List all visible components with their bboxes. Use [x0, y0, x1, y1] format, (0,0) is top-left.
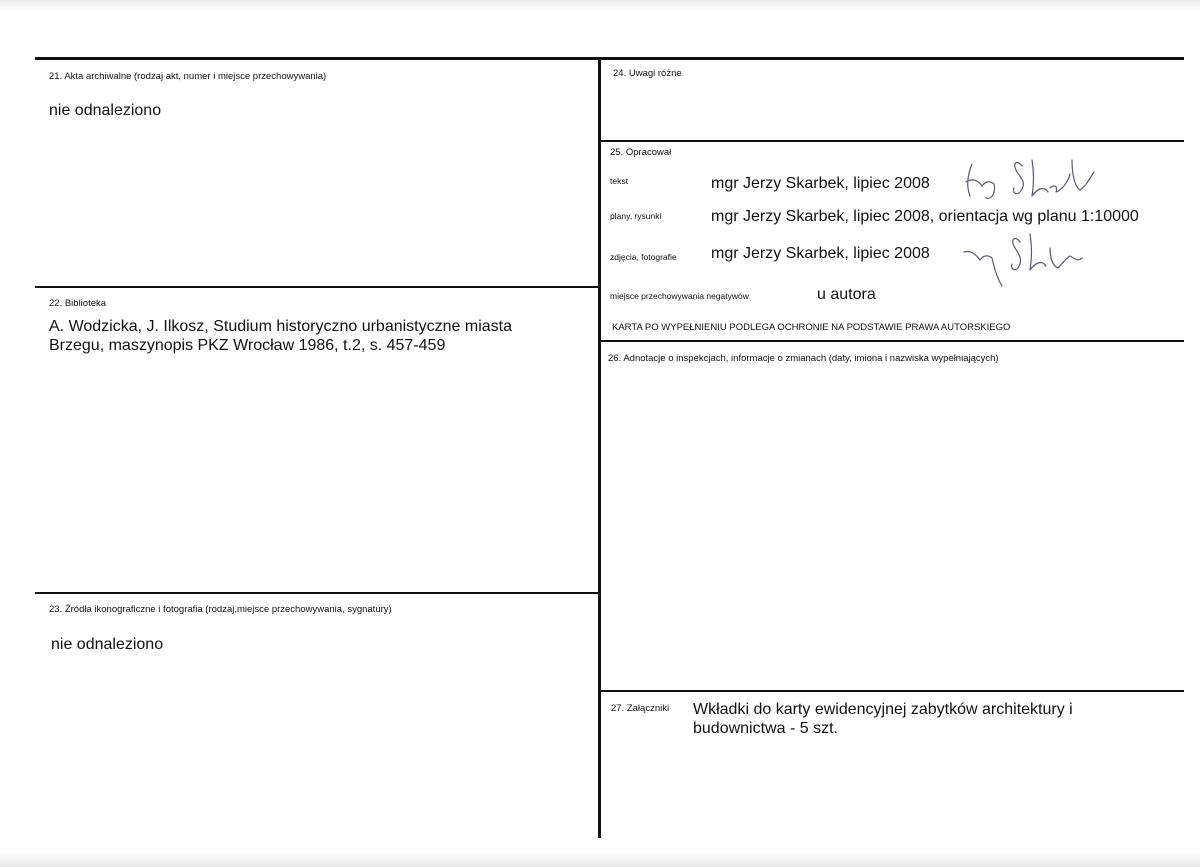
divider-26-27 — [599, 690, 1184, 692]
section-22-label: 22. Biblioteka — [49, 298, 107, 309]
section-21-label: 21. Akta archiwalne (rodzaj akt, numer i miejsce przechowywania) — [49, 71, 327, 82]
negatywy-label: miejsce przechowywania negatywów — [610, 291, 749, 301]
section-22-value: A. Wodzicka, J. Ilkosz, Studium historyczno urbanistyczne miasta Brzegu, maszynopis PKZ Wrocław 1986, t.2, s. 457-459 — [49, 318, 512, 354]
plany-value: mgr Jerzy Skarbek, lipiec 2008, orientacja wg planu 1:10000 — [711, 208, 1139, 225]
divider-21-22 — [35, 286, 599, 288]
negatywy-value: u autora — [817, 286, 876, 303]
signature-zdjecia — [958, 228, 1088, 290]
zdjecia-value: mgr Jerzy Skarbek, lipiec 2008 — [711, 245, 930, 262]
copyright-notice: KARTA PO WYPEŁNIENIU PODLEGA OCHRONIE NA PODSTAWIE PRAWA AUTORSKIEGO — [612, 322, 1011, 333]
signature-tekst — [958, 152, 1108, 202]
section-25-label: 25. Opracował — [610, 147, 672, 158]
section-26-label: 26. Adnotacje o inspekcjach, informacje o zmianach (daty, imiona i nazwiska wypełniających) — [608, 353, 999, 364]
divider-24-25 — [599, 140, 1184, 142]
section-23-value: nie odnaleziono — [51, 636, 164, 653]
section-27-value: Wkładki do karty ewidencyjnej zabytków architektury i budownictwa - 5 szt. — [693, 701, 1073, 737]
scan-edge-top — [0, 0, 1200, 10]
section-23-label: 23. Źródła ikonograficzne i fotografia (rodzaj,miejsce przechowywania, sygnatury) — [49, 604, 392, 615]
scan-edge-bottom — [0, 852, 1200, 867]
tekst-label: tekst — [610, 176, 628, 186]
tekst-value: mgr Jerzy Skarbek, lipiec 2008 — [711, 175, 930, 192]
divider-22-23 — [35, 592, 599, 594]
divider-25-26 — [599, 340, 1184, 342]
top-border-line — [35, 57, 1184, 60]
section-24-label: 24. Uwagi różne — [613, 68, 682, 79]
center-divider-line — [598, 58, 601, 838]
plany-label: plany, rysunki — [610, 211, 662, 221]
section-21-value: nie odnaleziono — [49, 102, 162, 119]
section-27-label: 27. Załączniki — [611, 703, 670, 714]
zdjecia-label: zdjęcia, fotografie — [610, 252, 677, 262]
